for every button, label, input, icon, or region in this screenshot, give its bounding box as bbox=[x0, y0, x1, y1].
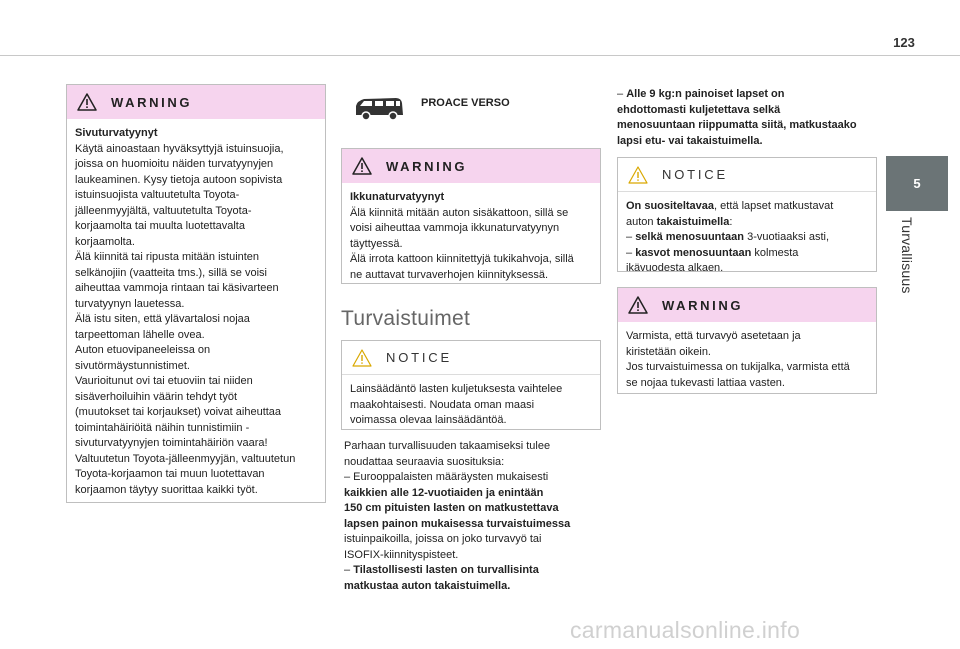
footer-watermark: carmanualsonline.info bbox=[570, 617, 801, 643]
text-line: täyttyessä. bbox=[350, 237, 403, 250]
notice-label: NOTICE bbox=[386, 350, 452, 365]
notice-line: ikävuodesta alkaen. bbox=[626, 262, 724, 274]
warning-body bbox=[618, 322, 876, 398]
statistics-line-2: matkustaa auton takaistuimella. bbox=[344, 579, 511, 592]
text-line: sivutörmäystunnistimet. bbox=[75, 359, 190, 372]
text-line: toimintahäiriöitä näihin tunnistimiin - bbox=[75, 421, 250, 434]
text-line: kiristetään oikein. bbox=[626, 345, 711, 358]
under-9kg-text bbox=[617, 87, 882, 149]
warning-header bbox=[67, 85, 325, 119]
section-title: Turvaistuimet bbox=[341, 307, 471, 330]
notice-body bbox=[618, 192, 876, 284]
text-line: jälleenmyyjältä, valtuutetulta Toyota- bbox=[75, 204, 252, 217]
text-line: sivuturvatyynyjen toimintahäiriön vaara! bbox=[75, 437, 268, 449]
notice-box-rear-seats bbox=[617, 157, 877, 272]
warning-title: Ikkunaturvatyynyt bbox=[350, 191, 445, 203]
text-line: Vaurioitunut ovi tai etuoviin tai niiden bbox=[75, 375, 253, 387]
text-line: Jos turvaistuimessa on tukijalka, varmista että bbox=[626, 361, 850, 373]
recommendations-text bbox=[344, 439, 604, 594]
warning-box-curtain-airbags bbox=[341, 148, 601, 284]
text-line: Lainsäädäntö lasten kuljetuksesta vaihtelee bbox=[350, 383, 563, 395]
text-line: lapsen painon mukaisessa turvaistuimessa bbox=[344, 517, 571, 530]
chapter-title: Turvallisuus bbox=[899, 217, 915, 294]
text-line: Älä istu siten, että ylävartalosi nojaa bbox=[75, 313, 250, 325]
text-line: selkänojiin (vaatteita tms.), sillä se voisi bbox=[75, 266, 267, 279]
warning-label: WARNING bbox=[386, 158, 468, 174]
text-line: Käytä ainoastaan hyväksyttyjä istuinsuojia, bbox=[75, 142, 284, 155]
notice-triangle-icon bbox=[628, 166, 648, 184]
text-line: Älä kiinnitä tai ripusta mitään istuinten bbox=[75, 251, 260, 263]
notice-line: auton takaistuimella: bbox=[626, 215, 733, 228]
warning-header bbox=[618, 288, 876, 322]
text-line: maakohtaisesti. Noudata oman maasi bbox=[350, 398, 535, 411]
text-line: (muutokset tai korjaukset) voivat aiheuttaa bbox=[75, 406, 282, 418]
statistics-line: – Tilastollisesti lasten on turvallisinta bbox=[344, 564, 539, 576]
text-line: istuinpaikoilla, joissa on joko turvavyö tai bbox=[344, 533, 542, 545]
under-9kg-line: ehdottomasti kuljetettava selkä bbox=[617, 103, 781, 116]
text-line: Auton etuovipaneeleissa on bbox=[75, 344, 211, 356]
text-line: turvatyynyn lauetessa. bbox=[75, 297, 185, 310]
text-line: voimassa olevaa lainsäädäntöä. bbox=[350, 414, 507, 426]
text-line: Toyota-korjaamon tai muun luotettavan bbox=[75, 468, 265, 480]
text-line: Älä kiinnitä mitään auton sisäkattoon, sillä se bbox=[350, 206, 569, 219]
warning-box-side-airbags bbox=[66, 84, 326, 503]
text-line: istuinsuojista valtuutetulta Toyota- bbox=[75, 189, 240, 201]
text-line: Valtuutetun Toyota-jälleenmyyjän, valtuutetun bbox=[75, 452, 296, 465]
notice-line: – kasvot menosuuntaan kolmesta bbox=[626, 246, 799, 259]
warning-body bbox=[67, 119, 325, 505]
notice-line: On suositeltavaa, että lapset matkustavat bbox=[626, 200, 834, 212]
notice-label: NOTICE bbox=[662, 167, 728, 182]
warning-body bbox=[342, 183, 600, 290]
page-number: 123 bbox=[893, 35, 915, 50]
notice-header bbox=[618, 158, 876, 192]
warning-label: WARNING bbox=[111, 94, 193, 110]
text-line: noudattaa seuraavia suosituksia: bbox=[344, 455, 505, 468]
text-line: Varmista, että turvavyö asetetaan ja bbox=[626, 330, 801, 342]
text-line: joissa on huomioitu näiden turvatyynyjen bbox=[75, 158, 274, 170]
warning-box-seat-belt bbox=[617, 287, 877, 394]
chapter-tab[interactable] bbox=[886, 156, 948, 211]
chapter-number: 5 bbox=[913, 176, 921, 191]
van-icon bbox=[352, 95, 406, 123]
warning-triangle-icon bbox=[628, 296, 648, 314]
top-rule bbox=[0, 55, 960, 56]
notice-box-legislation bbox=[341, 340, 601, 430]
text-line: korjaamolta. bbox=[75, 235, 135, 248]
text-line: ne auttavat turvaverhojen kiinnityksessä. bbox=[350, 268, 549, 281]
text-line: – Eurooppalaisten määräysten mukaisesti bbox=[344, 471, 549, 483]
warning-header bbox=[342, 149, 600, 183]
warning-lines bbox=[350, 206, 592, 284]
text-line: korjaamolta tai muulta luotettavalta bbox=[75, 220, 245, 232]
under-9kg-line: – Alle 9 kg:n painoiset lapset on bbox=[617, 88, 785, 100]
under-9kg-line: lapsi etu- vai takaistuimella. bbox=[617, 134, 763, 147]
text-line: Parhaan turvallisuuden takaamiseksi tulee bbox=[344, 440, 551, 452]
text-line: tarpeettoman lähelle ovea. bbox=[75, 328, 205, 341]
text-line: kaikkien alle 12-vuotiaiden ja enintään bbox=[344, 486, 544, 499]
notice-line: – selkä menosuuntaan 3-vuotiaaksi asti, bbox=[626, 231, 829, 243]
warning-lines bbox=[75, 142, 317, 499]
van-label: PROACE VERSO bbox=[421, 97, 510, 109]
text-line: 150 cm pituisten lasten on matkustettava bbox=[344, 502, 559, 514]
warning-label: WARNING bbox=[662, 297, 744, 313]
text-line: Älä irrota kattoon kiinnitettyjä tukikahvoja, sillä bbox=[350, 253, 574, 265]
text-line: laukeaminen. Kysy tietoja autoon sopivista bbox=[75, 173, 283, 186]
warning-title: Sivuturvatyynyt bbox=[75, 127, 158, 139]
text-line: voisi aiheuttaa vammoja ikkunaturvatyynyn bbox=[350, 222, 560, 234]
warning-triangle-icon bbox=[77, 93, 97, 111]
notice-triangle-icon bbox=[352, 349, 372, 367]
text-line: ISOFIX-kiinnityspisteet. bbox=[344, 548, 459, 561]
text-line: se nojaa tukevasti lattiaa vasten. bbox=[626, 376, 785, 389]
warning-triangle-icon bbox=[352, 157, 372, 175]
text-line: sisäverhoiluihin väärin tehdyt työt bbox=[75, 390, 238, 403]
under-9kg-line: menosuuntaan riippumatta siitä, matkustaako bbox=[617, 119, 857, 131]
text-line: aiheuttaa vammoja rintaan tai käsivarteen bbox=[75, 282, 279, 294]
notice-body bbox=[342, 375, 600, 436]
text-line: korjaamon täytyy suorittaa kaikki työt. bbox=[75, 483, 258, 496]
notice-header bbox=[342, 341, 600, 375]
